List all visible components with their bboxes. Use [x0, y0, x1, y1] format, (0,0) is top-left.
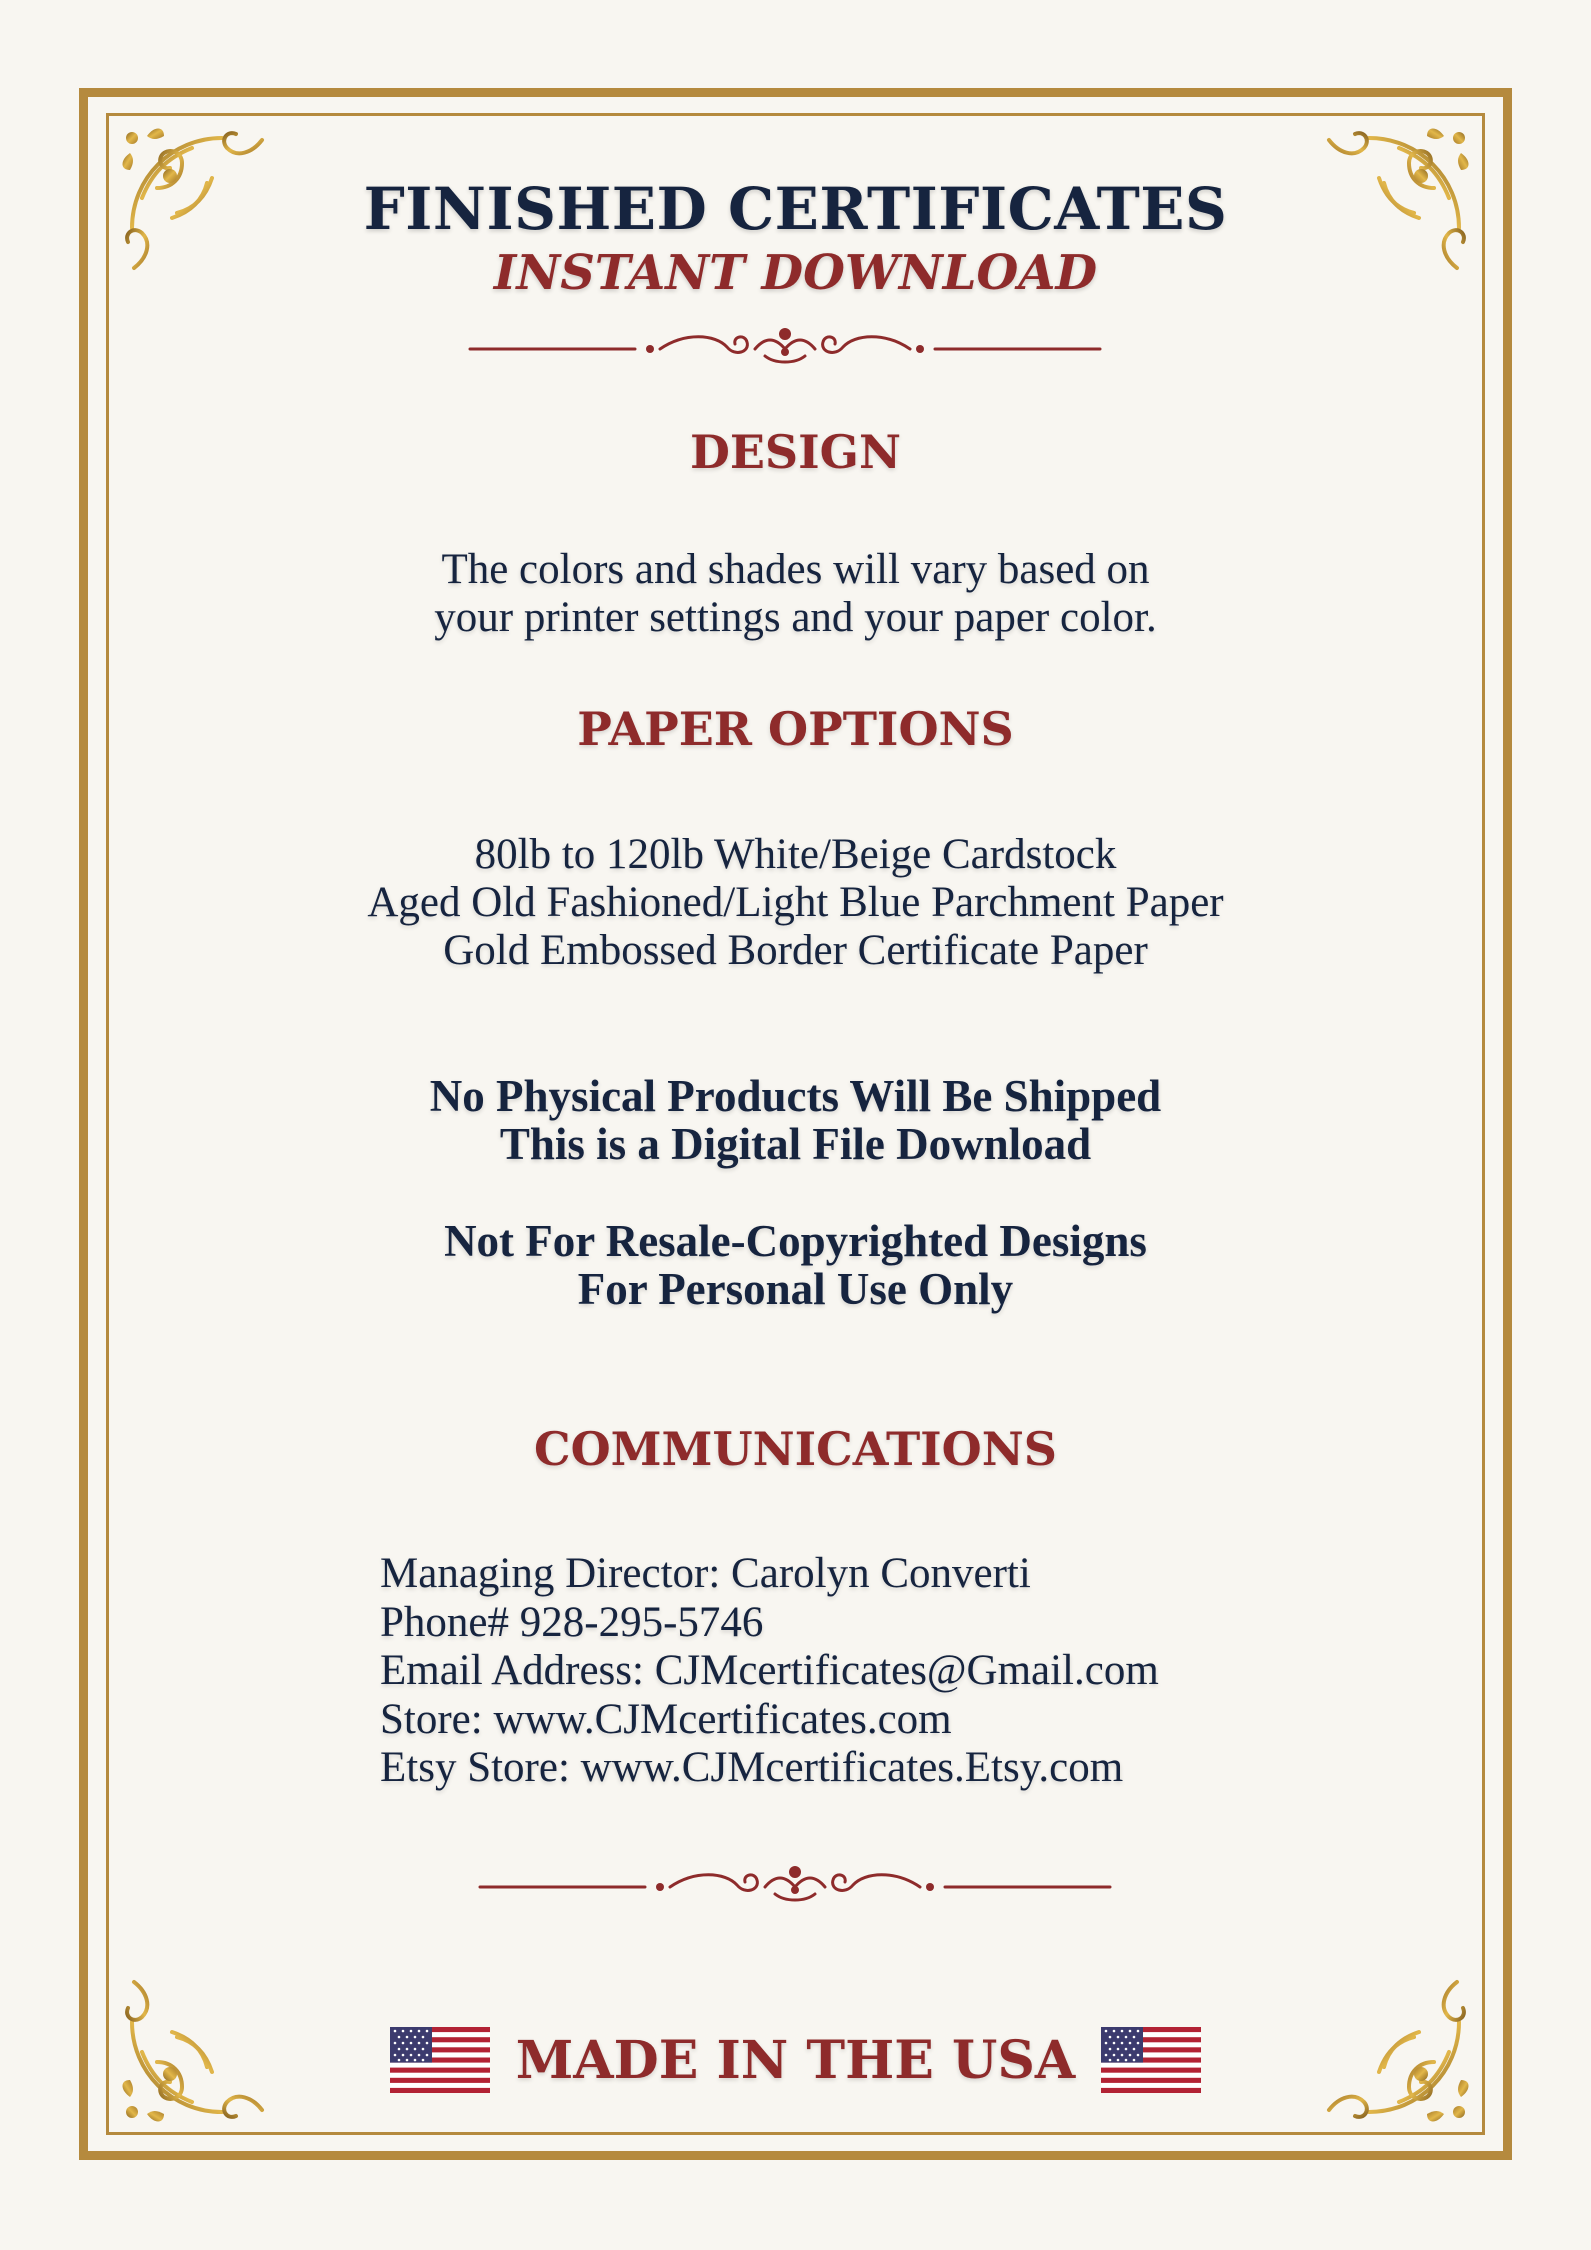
- us-flag-icon: [390, 2027, 490, 2093]
- flourish-divider-bottom: [475, 1860, 1115, 1910]
- contact-etsy-store: Etsy Store: www.CJMcertificates.Etsy.com: [380, 1744, 1124, 1791]
- contact-email: Email Address: CJMcertificates@Gmail.com: [380, 1647, 1159, 1694]
- made-in-usa-banner: [0, 2020, 1591, 2100]
- us-flag-icon: [1101, 2027, 1201, 2093]
- resale-notice-line: Not For Resale-Copyrighted Designs: [444, 1216, 1147, 1266]
- contact-store: Store: www.CJMcertificates.com: [380, 1695, 952, 1743]
- shipping-notice: [0, 1072, 1591, 1168]
- contact-director: Managing Director: Carolyn Converti: [380, 1550, 1031, 1597]
- resale-notice-line: For Personal Use Only: [577, 1264, 1014, 1314]
- paper-options-heading: PAPER OPTIONS: [577, 702, 1014, 756]
- design-line: The colors and shades will vary based on: [441, 546, 1150, 593]
- contact-details: [380, 1550, 1380, 1793]
- design-line: your printer settings and your paper color.: [434, 594, 1157, 641]
- paper-option-item: Gold Embossed Border Certificate Paper: [443, 927, 1148, 974]
- page-subtitle: INSTANT DOWNLOAD: [493, 245, 1098, 301]
- page-title: FINISHED CERTIFICATES: [363, 175, 1228, 243]
- communications-heading: COMMUNICATIONS: [533, 1422, 1058, 1476]
- made-in-usa-label: MADE IN THE USA: [515, 2029, 1076, 2091]
- shipping-notice-line: No Physical Products Will Be Shipped: [429, 1071, 1162, 1121]
- paper-option-item: 80lb to 120lb White/Beige Cardstock: [474, 831, 1117, 878]
- flourish-divider-top: [465, 322, 1105, 372]
- resale-notice: [0, 1217, 1591, 1313]
- paper-options-list: [0, 831, 1591, 975]
- design-heading: DESIGN: [689, 425, 902, 479]
- design-description: [0, 546, 1591, 642]
- contact-phone: Phone# 928-295-5746: [380, 1598, 764, 1646]
- shipping-notice-line: This is a Digital File Download: [499, 1119, 1092, 1169]
- paper-option-item: Aged Old Fashioned/Light Blue Parchment Paper: [367, 879, 1224, 926]
